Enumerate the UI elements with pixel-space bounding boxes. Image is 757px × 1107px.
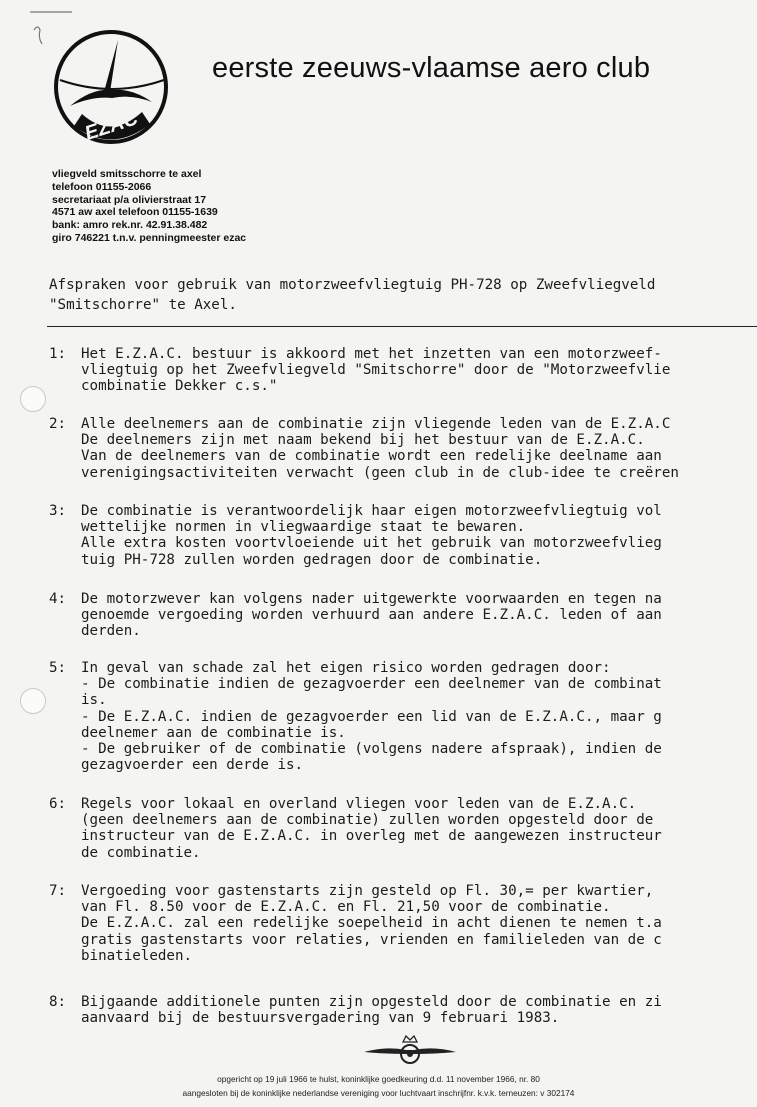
punch-hole-bottom [20, 688, 46, 714]
item-line: (geen deelnemers aan de combinatie) zullen worden opgesteld door de [81, 812, 654, 829]
footer-line: aangesloten bij de koninklijke nederlandse vereniging voor luchtvaart inschrijfnr. k.v.k. terneuzen: v 302174 [182, 1088, 575, 1098]
item-line: - De E.Z.A.C. indien de gezagvoerder een lid van de E.Z.A.C., maar g [81, 708, 662, 725]
item-line: verenigingsactiviteiten verwacht (geen club in de club-idee te creëren [81, 464, 679, 481]
punch-hole-top [20, 386, 46, 412]
item-line: instructeur van de E.Z.A.C. in overleg met de aangewezen instructeur [81, 828, 662, 845]
item-text [81, 883, 662, 964]
address-line: vliegveld smitsschorre te axel [52, 168, 202, 180]
item-line: De combinatie is verantwoordelijk haar eigen motorzweefvliegtuig vol [81, 503, 662, 519]
item-line: De E.Z.A.C. zal een redelijke soepelheid in acht dienen te nemen t.a [81, 915, 662, 932]
item-text [81, 796, 662, 861]
address-line: secretariaat p/a olivierstraat 17 [52, 193, 207, 206]
footer-line: opgericht op 19 juli 1966 te hulst, koninklijke goedkeuring d.d. 11 november 1966, nr. 80 [217, 1074, 540, 1084]
item-line: wettelijke normen in vliegwaardige staat te bewaren. [81, 519, 526, 536]
club-name: eerste zeeuws-vlaamse aero club [212, 52, 651, 84]
item-line: van Fl. 8.50 voor de E.Z.A.C. en Fl. 21,50 voor de combinatie. [81, 899, 611, 916]
item-text [81, 591, 662, 640]
item-line: binatieleden. [81, 947, 193, 964]
address-block [52, 168, 246, 245]
item-line: Bijgaande additionele punten zijn opgesteld door de combinatie en zi [81, 994, 662, 1010]
item-line: gezagvoerder een derde is. [81, 757, 304, 774]
item-line: combinatie Dekker c.s." [81, 378, 278, 395]
item-text [81, 994, 662, 1026]
item-line: derden. [81, 623, 141, 640]
item-number: 2: [49, 416, 67, 432]
item-number: 5: [49, 660, 67, 676]
item-line: De motorzwever kan volgens nader uitgewerkte voorwaarden en tegen na [81, 591, 662, 607]
item-number: 8: [49, 994, 67, 1010]
item-line: vliegtuig op het Zweefvliegveld "Smitschorre" door de "Motorzweefvlie [81, 362, 671, 379]
address-line: 4571 aw axel telefoon 01155-1639 [52, 206, 218, 219]
item-text [81, 346, 670, 395]
item-line: de combinatie. [81, 844, 201, 861]
address-line: telefoon 01155-2066 [52, 180, 152, 193]
item-line: gratis gastenstarts voor relaties, vrienden en familieleden van de c [81, 931, 662, 948]
item-line: Alle extra kosten voortvloeiende uit het gebruik van motorzweefvlieg [81, 535, 662, 552]
item-line: De deelnemers zijn met naam bekend bij het bestuur van de E.Z.A.C. [81, 432, 645, 449]
item-line: Het E.Z.A.C. bestuur is akkoord met het inzetten van een motorzweef- [81, 346, 662, 362]
item-text [81, 503, 662, 568]
ezac-logo [52, 28, 170, 146]
item-line: - De gebruiker of de combinatie (volgens nadere afspraak), indien de [81, 741, 662, 758]
subject-heading [49, 275, 655, 315]
subject-line: Afspraken voor gebruik van motorzweefvliegtuig PH-728 op Zweefvliegveld [49, 277, 656, 293]
address-line: bank: amro rek.nr. 42.91.38.482 [52, 219, 208, 232]
knvvl-emblem-icon [362, 1030, 458, 1070]
logo-lettering: EZAC [82, 107, 141, 145]
item-number: 4: [49, 591, 67, 607]
address-line: giro 746221 t.n.v. penningmeester ezac [52, 231, 247, 244]
item-text [81, 416, 679, 481]
item-number: 3: [49, 503, 67, 519]
item-number: 1: [49, 346, 67, 362]
item-line: is. [81, 692, 107, 709]
item-line: aanvaard bij de bestuursvergadering van 9 februari 1983. [81, 1010, 560, 1027]
item-line: - De combinatie indien de gezagvoerder een deelnemer van de combinat [81, 676, 662, 693]
item-line: Van de deelnemers van de combinatie wordt een redelijke deelname aan [81, 448, 662, 465]
item-line: Alle deelnemers aan de combinatie zijn vliegende leden van de E.Z.A.C [81, 416, 671, 432]
item-line: tuig PH-728 zullen worden gedragen door de combinatie. [81, 551, 543, 568]
item-line: In geval van schade zal het eigen risico worden gedragen door: [81, 660, 611, 676]
item-number: 7: [49, 883, 67, 899]
item-text [81, 660, 662, 773]
subject-line: "Smitschorre" te Axel. [49, 297, 237, 313]
item-line: Regels voor lokaal en overland vliegen voor leden van de E.Z.A.C. [81, 796, 637, 812]
item-number: 6: [49, 796, 67, 812]
item-line: genoemde vergoeding worden verhuurd aan andere E.Z.A.C. leden of aan [81, 607, 662, 624]
divider-rule [47, 326, 757, 327]
item-line: deelnemer aan de combinatie is. [81, 724, 346, 741]
item-line: Vergoeding voor gastenstarts zijn gesteld op Fl. 30,= per kwartier, [81, 883, 654, 899]
